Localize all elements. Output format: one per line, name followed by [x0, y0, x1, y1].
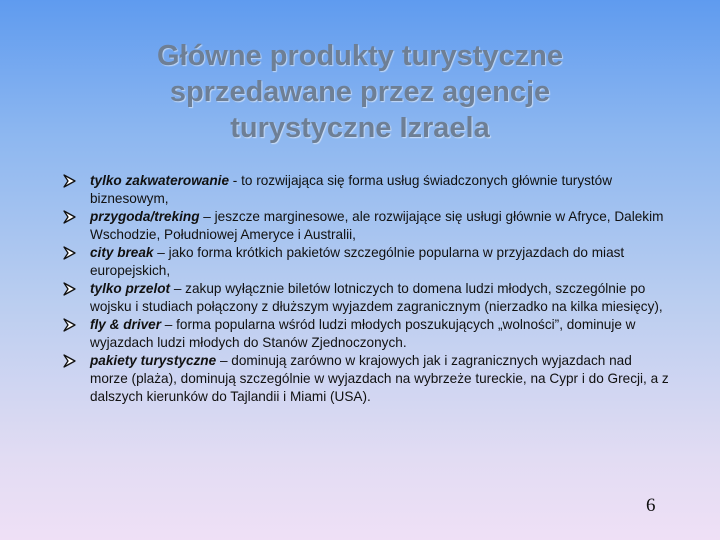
bullet-text: - to rozwijająca się forma usług świadczonych głównie turystów biznesowym,: [90, 173, 613, 206]
title-line: sprzedawane przez agencje: [169, 76, 551, 108]
arrow-bullet-icon: [62, 316, 78, 334]
bullet-term: pakiety turystyczne: [90, 353, 217, 368]
bullet-term: tylko przelot: [90, 281, 171, 296]
arrow-bullet-icon: [62, 244, 78, 262]
bullet-item: [62, 208, 670, 244]
page-number: 6: [646, 495, 656, 516]
arrow-bullet-icon: [62, 280, 78, 298]
bullet-term: tylko zakwaterowanie: [90, 173, 230, 188]
bullet-text: – zakup wyłącznie biletów lotniczych to domena ludzi młodych, szczególnie po wojsku i studiach połączony z dłuższym wyjazdem zagranicznym (nierzadko na kilka miesięcy),: [90, 281, 663, 314]
bullet-text: – forma popularna wśród ludzi młodych poszukujących „wolności”, dominuje w wyjazdach ludzi młodych do Stanów Zjednoczonych.: [90, 317, 636, 350]
bullet-text: – jako forma krótkich pakietów szczególnie popularna w przyjazdach do miast europejskich,: [90, 245, 625, 278]
bullet-text: – dominują zarówno w krajowych jak i zagranicznych wyjazdach nad morze (plaża), dominują szczególnie w wyjazdach na wybrzeże tureckie, na Cypr i do Grecji, a z dalszych kierunków do Tajlandii i Miami (USA).: [90, 353, 669, 404]
bullet-item: [62, 316, 670, 352]
title-line: turystyczne Izraela: [230, 112, 490, 144]
arrow-bullet-icon: [62, 352, 78, 370]
arrow-bullet-icon: [62, 172, 78, 190]
bullet-item: [62, 172, 670, 208]
bullet-item: [62, 244, 670, 280]
title-line: Główne produkty turystyczne: [156, 40, 564, 72]
bullet-text: – jeszcze marginesowe, ale rozwijające się usługi głównie w Afryce, Dalekim Wschodzie, Południowej Ameryce i Australii,: [90, 209, 664, 242]
slide-title: [60, 38, 660, 146]
bullet-item: [62, 280, 670, 316]
bullet-item: [62, 352, 670, 406]
bullet-term: przygoda/treking: [90, 209, 200, 224]
bullet-term: fly & driver: [90, 317, 162, 332]
bullet-list: [62, 172, 670, 406]
arrow-bullet-icon: [62, 208, 78, 226]
bullet-term: city break: [90, 245, 154, 260]
